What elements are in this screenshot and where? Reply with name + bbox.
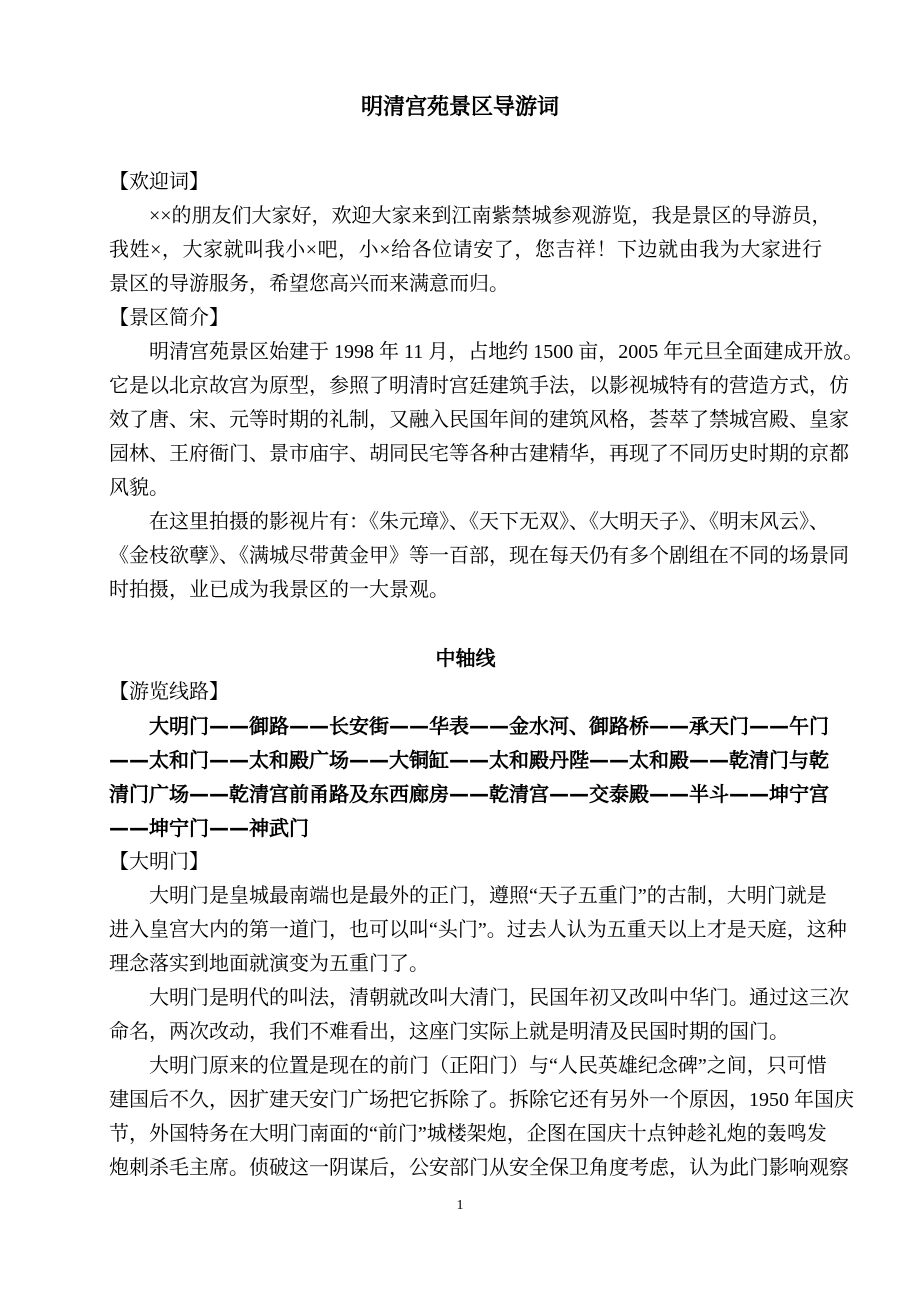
text-line: 我姓×，大家就叫我小×吧，小×给各位请安了，您吉祥！下边就由我为大家进行 bbox=[109, 239, 822, 261]
text-line: 效了唐、宋、元等时期的礼制，又融入民国年间的建筑风格，荟萃了禁城宫殿、皇家 bbox=[109, 409, 849, 431]
paragraph bbox=[109, 335, 864, 505]
section-heading: 【景区简介】 bbox=[109, 307, 229, 329]
text-line: 它是以北京故宫为原型，参照了明清时宫廷建筑手法，以影视城特有的营造方式，仿 bbox=[109, 375, 849, 397]
document-body bbox=[109, 165, 864, 1185]
text-line: 清门广场——乾清宫前甬路及东西廊房——乾清宫——交泰殿——半斗——坤宁宫 bbox=[109, 782, 829, 806]
text-line: 《金枝欲孽》、《满城尽带黄金甲》等一百部，现在每天仍有多个剧组在不同的场景同 bbox=[109, 545, 849, 567]
paragraph bbox=[109, 879, 847, 981]
text-line: ——太和门——太和殿广场——大铜缸——太和殿丹陛——太和殿——乾清门与乾 bbox=[109, 748, 829, 772]
section-heading: 【欢迎词】 bbox=[109, 171, 209, 193]
text-line: 大明门原来的位置是现在的前门（正阳门）与“人民英雄纪念碑”之间，只可惜 bbox=[149, 1055, 827, 1077]
text-line: 炮刺杀毛主席。侦破这一阴谋后，公安部门从安全保卫角度考虑，认为此门影响观察 bbox=[109, 1157, 849, 1179]
text-line: 理念落实到地面就演变为五重门了。 bbox=[109, 953, 429, 975]
text-line: ——坤宁门——神武门 bbox=[109, 816, 309, 840]
text-line: 大明门是明代的叫法，清朝就改叫大清门，民国年初又改叫中华门。通过这三次 bbox=[149, 987, 849, 1009]
page-number: 1 bbox=[456, 1198, 464, 1213]
text-line: 建国后不久，因扩建天安门广场把它拆除了。拆除它还有另外一个原因，1950 年国庆 bbox=[109, 1089, 854, 1111]
text-line: 进入皇宫大内的第一道门，也可以叫“头门”。过去人认为五重天以上才是天庭，这种 bbox=[109, 919, 847, 941]
text-line: 园林、王府衙门、景市庙宇、胡同民宅等各种古建精华，再现了不同历史时期的京都 bbox=[109, 443, 849, 465]
route-paragraph bbox=[109, 709, 829, 845]
text-line: 命名，两次改动，我们不难看出，这座门实际上就是明清及民国时期的国门。 bbox=[109, 1021, 789, 1043]
paragraph bbox=[109, 505, 849, 607]
paragraph bbox=[109, 199, 832, 301]
text-line: 节，外国特务在大明门南面的“前门”城楼架炮，企图在国庆十点钟趁礼炮的轰鸣发 bbox=[109, 1123, 827, 1145]
text-line: 大明门是皇城最南端也是最外的正门，遵照“天子五重门”的古制，大明门就是 bbox=[149, 885, 827, 907]
document-title: 明清宫苑景区导游词 bbox=[360, 95, 559, 120]
paragraph bbox=[109, 1049, 854, 1185]
text-line: 风貌。 bbox=[109, 477, 169, 499]
section-title: 中轴线 bbox=[435, 646, 496, 670]
section-heading: 【游览线路】 bbox=[109, 681, 229, 703]
blank-line bbox=[109, 607, 822, 641]
section-heading: 【大明门】 bbox=[109, 851, 209, 873]
text-line: 在这里拍摄的影视片有：《朱元璋》、《天下无双》、《大明天子》、《明末风云》、 bbox=[149, 511, 829, 533]
text-line: 时拍摄，业已成为我景区的一大景观。 bbox=[109, 579, 449, 601]
text-line: 大明门——御路——长安街——华表——金水河、御路桥——承天门——午门 bbox=[149, 714, 829, 738]
text-line: ××的朋友们大家好，欢迎大家来到江南紫禁城参观游览，我是景区的导游员， bbox=[149, 205, 832, 227]
text-line: 景区的导游服务，希望您高兴而来满意而归。 bbox=[109, 273, 509, 295]
text-line: 明清宫苑景区始建于 1998 年 11 月，占地约 1500 亩，2005 年元旦全面建成开放。 bbox=[149, 341, 864, 363]
paragraph bbox=[109, 981, 849, 1049]
